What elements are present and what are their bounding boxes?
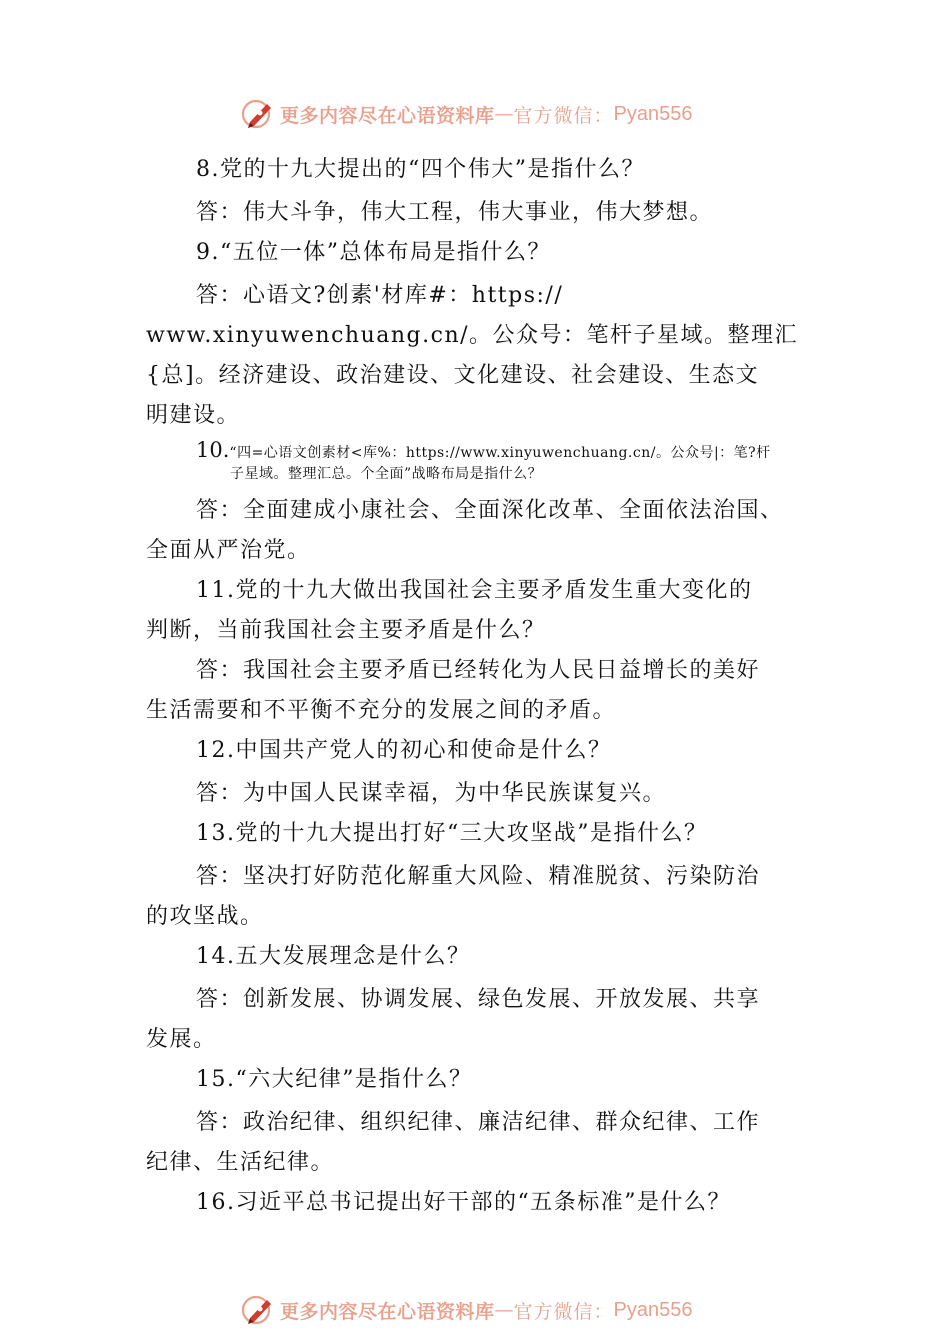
answer-15-line-2: 纪律、生活纪律。 [146,1150,335,1175]
question-8: 8.党的十九大提出的“四个伟大”是指什么？ [196,157,645,182]
question-13: 13.党的十九大提出打好“三大攻坚战”是指什么？ [196,821,708,846]
answer-11-line-1: 答：我国社会主要矛盾已经转化为人民日益增长的美好 [196,658,761,683]
question-10-line-2: 子星域。整理汇总。个全面”战略布局是指什么？ [230,466,543,482]
footer-banner [240,1290,760,1330]
question-10 [146,440,811,485]
question-11-line-2: 判断，当前我国社会主要矛盾是什么？ [146,618,546,643]
question-16: 16.习近平总书记提出好干部的“五条标准”是什么？ [196,1190,731,1215]
answer-13-line-2: 的攻坚战。 [146,904,264,929]
question-10-number: 10. [196,438,230,462]
document-body [146,150,811,1223]
question-12: 12.中国共产党人的初心和使命是什么？ [196,738,612,763]
banner-official-label: 官方微信： [513,104,614,127]
answer-11-line-2: 生活需要和不平衡不充分的发展之间的矛盾。 [146,698,617,723]
pen-logo-icon [240,1292,276,1328]
answer-15-line-1: 答：政治纪律、组织纪律、廉洁纪律、群众纪律、工作 [196,1110,761,1135]
pen-logo-icon [240,96,276,132]
footer-dash: — [494,1299,514,1321]
answer-14-line-1: 答：创新发展、协调发展、绿色发展、开放发展、共享 [196,987,761,1012]
question-10-line-1: “四=心语文创素材<库%：https://www.xinyuwenchuang.cn/。公众号|：笔?杆 [229,445,771,461]
header-banner [240,94,760,134]
answer-9-line-4: 明建设。 [146,403,241,428]
answer-14-line-2: 发展。 [146,1027,217,1052]
question-11-line-1: 11.党的十九大做出我国社会主要矛盾发生重大变化的 [196,578,753,603]
banner-dash: — [494,103,514,125]
question-15: 15.“六大纪律”是指什么？ [196,1067,473,1092]
question-14: 14.五大发展理念是什么？ [196,944,471,969]
answer-10-line-2: 全面从严治党。 [146,538,311,563]
footer-official-label: 官方微信： [513,1300,614,1323]
footer-wechat-id: Pyan556 [613,1298,693,1321]
answer-9-line-1: 答：心语文?创素'材库#：https:// [196,283,564,308]
answer-9-line-2: www.xinyuwenchuang.cn/。公众号：笔杆子星域。整理汇 [146,323,799,348]
banner-wechat-id: Pyan556 [613,102,693,125]
footer-brand: 更多内容尽在心语资料库 [280,1300,495,1323]
answer-13-line-1: 答：坚决打好防范化解重大风险、精准脱贫、污染防治 [196,864,761,889]
question-9: 9.“五位一体”总体布局是指什么？ [196,240,551,265]
answer-12: 答：为中国人民谋幸福，为中华民族谋复兴。 [196,781,667,806]
answer-10-line-1: 答：全面建成小康社会、全面深化改革、全面依法治国、 [196,498,784,523]
answer-9-line-3: {总]。经济建设、政治建设、文化建设、社会建设、生态文 [146,363,760,388]
banner-brand: 更多内容尽在心语资料库 [280,104,495,127]
answer-8: 答：伟大斗争，伟大工程，伟大事业，伟大梦想。 [196,200,714,225]
